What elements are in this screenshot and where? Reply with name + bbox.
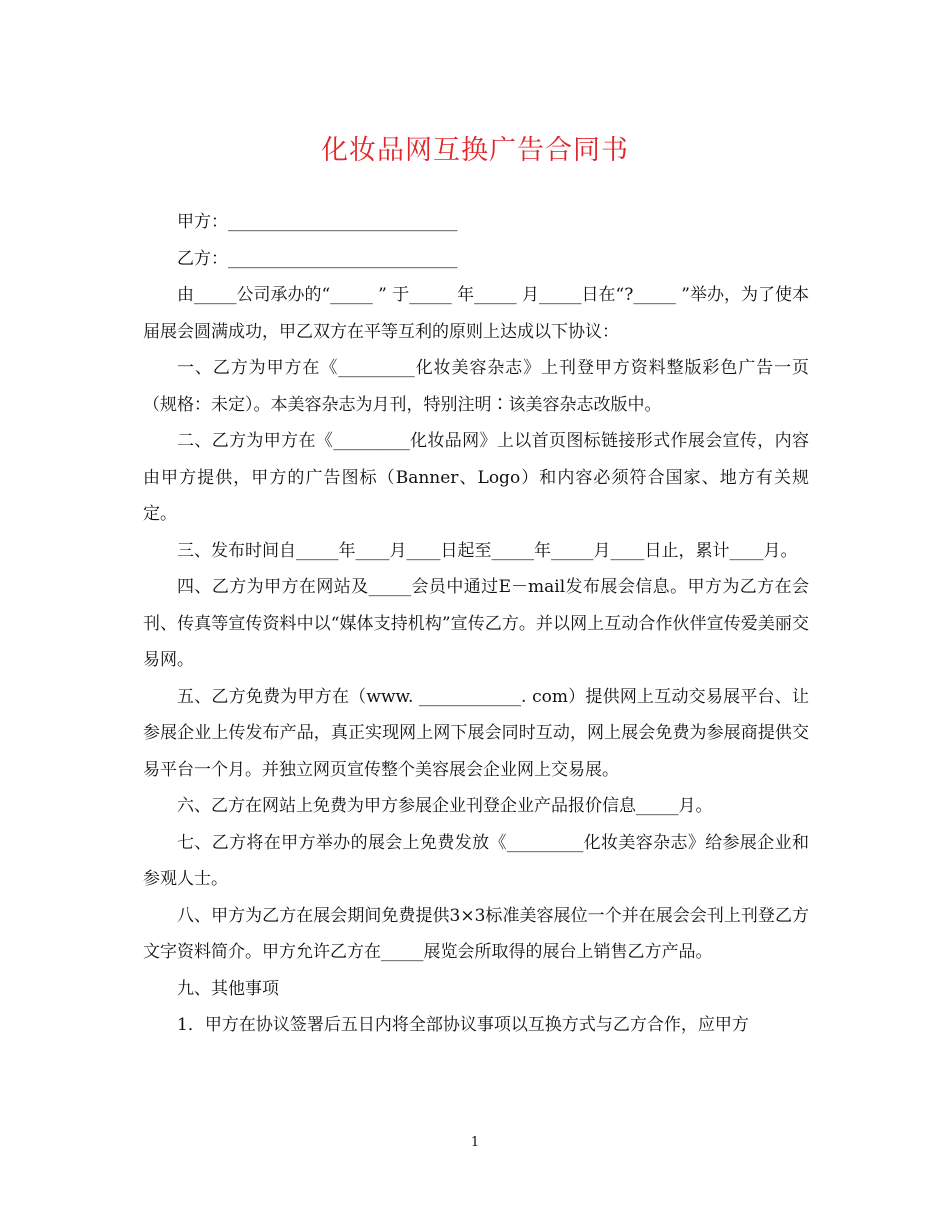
clause-6: 六、乙方在网站上免费为甲方参展企业刊登企业产品报价信息_____月。 — [177, 796, 713, 816]
contract-body — [143, 204, 809, 1044]
preamble-paragraph: 由_____公司承办的“_____ ” 于_____ 年_____ 月_____日在“?_____ ”举办，为了使本届展会圆满成功，甲乙双方在平等互利的原则上达成以下协议： — [143, 285, 809, 342]
clause-9-heading: 九、其他事项 — [177, 978, 279, 999]
clause-2: 二、乙方为甲方在《_________化妆品网》上以首页图标链接形式作展会宣传，内容由甲方提供，甲方的广告图标（Banner、Logo）和内容必须符合国家、地方有关规定。 — [143, 431, 809, 524]
clause-5: 五、乙方免费为甲方在（www. ____________. com）提供网上互动交易展平台、让参展企业上传发布产品，真正实现网上网下展会同时互动，网上展会免费为参展商提供交易平台一个月。并独立网页宣传整个美容展会企业网上交易展。 — [143, 686, 809, 780]
clause-1: 一、乙方为甲方在《_________化妆美容杂志》上刊登甲方资料整版彩色广告一页（规格：未定）。本美容杂志为月刊，特别注明∶该美容杂志改版中。 — [143, 358, 809, 415]
party-b-line: 乙方：___________________________ — [177, 248, 458, 269]
document-title: 化妆品网互换广告合同书 — [321, 135, 629, 166]
clause-3: 三、发布时间自_____年____月____日起至_____年_____月____日止，累计____月。 — [177, 540, 798, 561]
clause-8: 八、甲方为乙方在展会期间免费提供3×3标准美容展位一个并在展会会刊上刊登乙方文字资料简介。甲方允许乙方在_____展览会所取得的展台上销售乙方产品。 — [143, 905, 809, 962]
page-number: 1 — [470, 1135, 480, 1150]
party-a-line: 甲方：___________________________ — [177, 212, 458, 232]
clause-9-item-1: 1．甲方在协议签署后五日内将全部协议事项以互换方式与乙方合作，应甲方 — [177, 1015, 749, 1035]
clause-7: 七、乙方将在甲方举办的展会上免费发放《_________化妆美容杂志》给参展企业和参观人士。 — [143, 832, 809, 889]
clause-4: 四、乙方为甲方在网站及_____会员中通过E－mail发布展会信息。甲方为乙方在会刊、传真等宣传资料中以“媒体支持机构”宣传乙方。并以网上互动合作伙伴宣传爱美丽交易网。 — [143, 577, 809, 670]
